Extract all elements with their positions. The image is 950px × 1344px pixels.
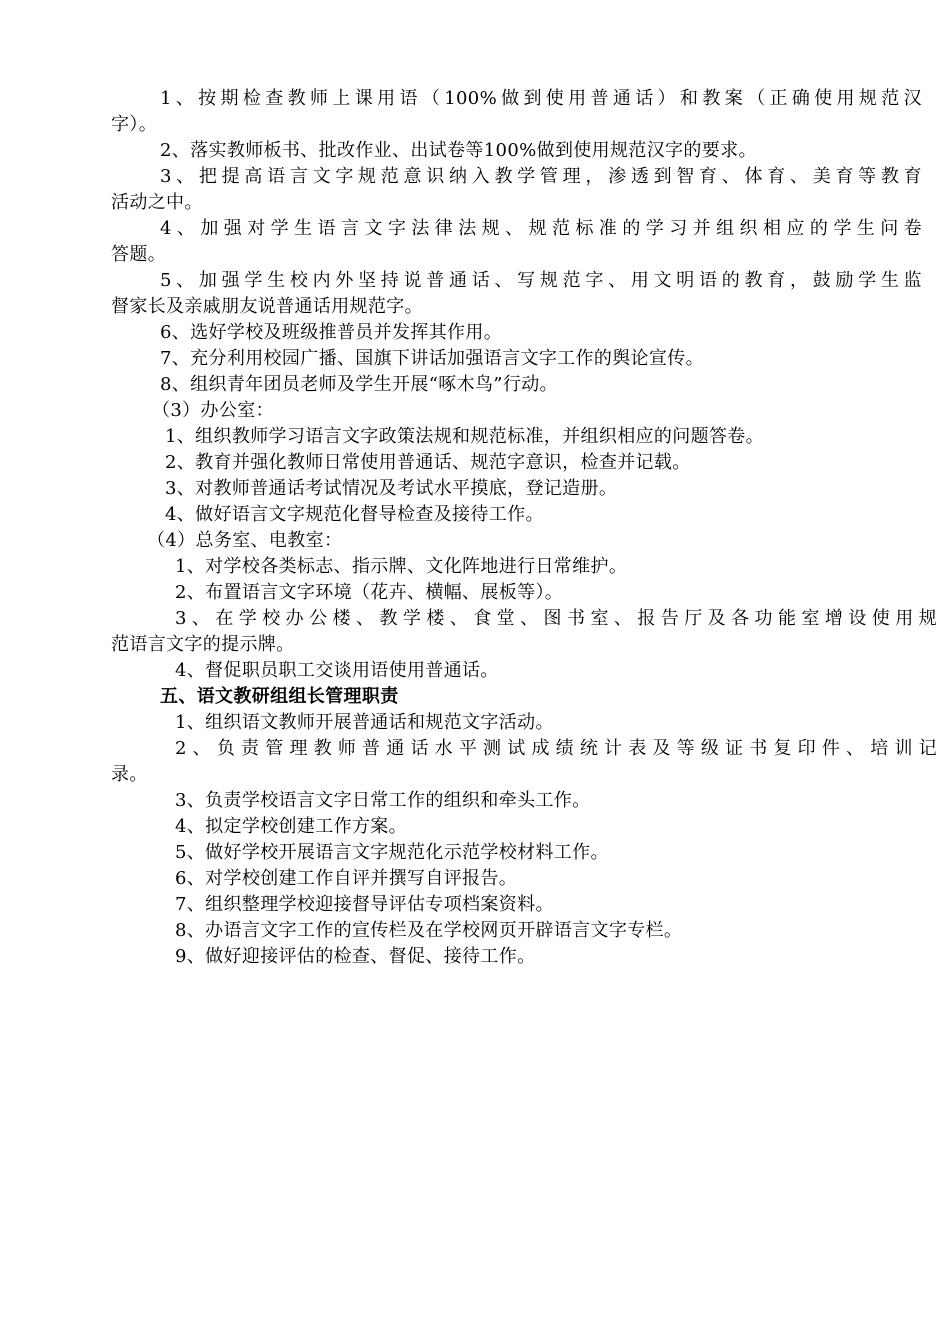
paragraph-line: （4）总务室、电教室： [147,530,343,551]
paragraph-line: 字）。 [111,114,158,135]
paragraph-line: 6、对学校创建工作自评并撰写自评报告。 [175,868,518,889]
paragraph-line: 5、加强学生校内外坚持说普通话、写规范字、用文明语的教育，鼓励学生监 [160,270,922,291]
paragraph-line: 3、对教师普通话考试情况及考试水平摸底，登记造册。 [165,478,618,499]
paragraph-line: 活动之中。 [111,192,203,213]
paragraph-line: 7、组织整理学校迎接督导评估专项档案资料。 [175,894,554,915]
paragraph-line: 2、教育并强化教师日常使用普通话、规范字意识，检查并记载。 [165,452,691,473]
paragraph-line: 6、选好学校及班级推普员并发挥其作用。 [160,322,503,343]
paragraph-line: 1、按期检查教师上课用语（100%做到使用普通话）和教案（正确使用规范汉 [160,88,922,109]
paragraph-line: 8、办语言文字工作的宣传栏及在学校网页开辟语言文字专栏。 [175,920,683,941]
paragraph-line: 7、充分利用校园广播、国旗下讲话加强语言文字工作的舆论宣传。 [160,348,704,369]
paragraph-line: 1、组织语文教师开展普通话和规范文字活动。 [175,712,554,733]
paragraph-line: 9、做好迎接评估的检查、督促、接待工作。 [175,946,536,967]
paragraph-line: 3、负责学校语言文字日常工作的组织和牵头工作。 [175,790,591,811]
paragraph-line: 2、布置语言文字环境（花卉、横幅、展板等）。 [175,582,564,603]
paragraph-line: 8、组织青年团员老师及学生开展“啄木鸟”行动。 [160,374,558,395]
paragraph-line: （3）办公室： [152,400,274,421]
paragraph-line: 4、加强对学生语言文字法律法规、规范标准的学习并组织相应的学生问卷 [160,218,922,239]
paragraph-line: 3、在学校办公楼、教学楼、食堂、图书室、报告厅及各功能室增设使用规 [175,608,937,629]
paragraph-line: 3、把提高语言文字规范意识纳入教学管理，渗透到智育、体育、美育等教育 [160,166,922,187]
paragraph-line: 4、拟定学校创建工作方案。 [175,816,408,837]
section-heading: 五、语文教研组组长管理职责 [160,686,399,707]
paragraph-line: 范语言文字的提示牌。 [111,634,295,655]
paragraph-line: 5、做好学校开展语言文字规范化示范学校材料工作。 [175,842,609,863]
paragraph-line: 1、对学校各类标志、指示牌、文化阵地进行日常维护。 [175,556,628,577]
paragraph-line: 答题。 [111,244,167,265]
paragraph-line: 1、组织教师学习语言文字政策法规和规范标准，并组织相应的问题答卷。 [165,426,764,447]
document-page [0,86,950,970]
paragraph-line: 督家长及亲戚朋友说普通话用规范字。 [111,296,423,317]
paragraph-line: 2、落实教师板书、批改作业、出试卷等100%做到使用规范汉字的要求。 [160,140,757,161]
paragraph-line: 4、做好语言文字规范化督导检查及接待工作。 [165,504,544,525]
paragraph-line: 2、负责管理教师普通话水平测试成绩统计表及等级证书复印件、培训记 [175,738,937,759]
paragraph-line: 4、督促职员职工交谈用语使用普通话。 [175,660,499,681]
paragraph-line: 录。 [111,764,148,785]
